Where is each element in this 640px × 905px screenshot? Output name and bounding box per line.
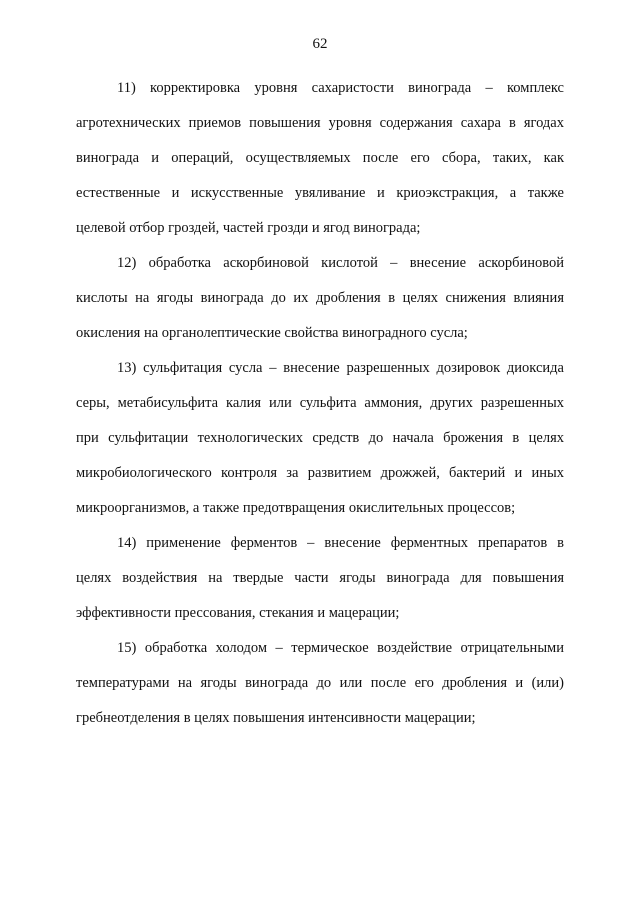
page-number: 62 (312, 36, 328, 52)
text-line: серы, метабисульфита калия или сульфита аммония, других разрешенных (76, 395, 564, 411)
text-line: микроорганизмов, а также предотвращения окислительных процессов; (76, 500, 516, 516)
text-line: 14) применение ферментов – внесение ферментных препаратов в (117, 535, 564, 551)
text-line: при сульфитации технологических средств до начала брожения в целях (76, 430, 564, 446)
text-line: гребнеотделения в целях повышения интенсивности мацерации; (76, 710, 476, 726)
text-line: целевой отбор гроздей, частей грозди и ягод винограда; (76, 220, 421, 236)
text-line: кислоты на ягоды винограда до их дробления в целях снижения влияния (76, 290, 564, 306)
text-line: целях воздействия на твердые части ягоды винограда для повышения (76, 570, 564, 586)
text-line: 11) корректировка уровня сахаристости винограда – комплекс (117, 80, 564, 96)
text-line: естественные и искусственные увяливание и криоэкстракция, а также (76, 185, 564, 201)
text-line: эффективности прессования, стекания и мацерации; (76, 605, 400, 621)
text-line: 13) сульфитация сусла – внесение разрешенных дозировок диоксида (117, 360, 564, 376)
text-line: 15) обработка холодом – термическое воздействие отрицательными (117, 640, 564, 656)
text-line: окисления на органолептические свойства виноградного сусла; (76, 325, 468, 341)
text-line: микробиологического контроля за развитием дрожжей, бактерий и иных (76, 465, 564, 481)
text-line: температурами на ягоды винограда до или после его дробления и (или) (76, 675, 564, 691)
text-line: агротехнических приемов повышения уровня содержания сахара в ягодах (76, 115, 564, 131)
text-line: винограда и операций, осуществляемых после его сбора, таких, как (76, 150, 564, 166)
text-line: 12) обработка аскорбиновой кислотой – внесение аскорбиновой (117, 255, 564, 271)
